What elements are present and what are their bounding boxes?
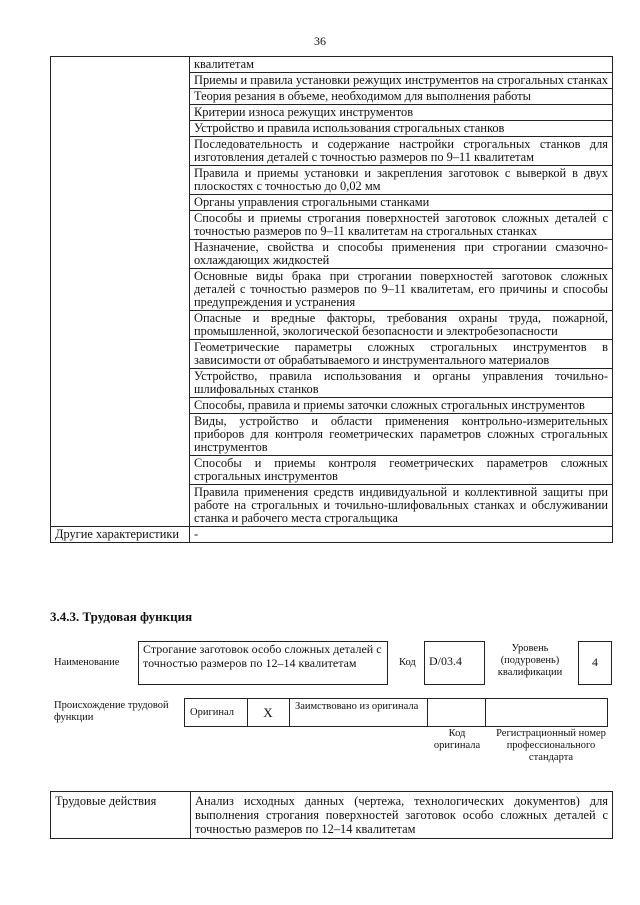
other-characteristics-label: Другие характеристики [51, 527, 190, 543]
knowledge-item: Способы и приемы контроля геометрических параметров сложных строгальных инструментов [190, 456, 613, 485]
code-label: Код [399, 657, 416, 668]
page-number: 36 [314, 34, 326, 48]
knowledge-table [50, 56, 613, 543]
level-value: 4 [578, 641, 612, 685]
original-label: Оригинал [184, 698, 248, 727]
function-name-value: Строгание заготовок особо сложных деталей с точностью размеров по 12–14 квалитетам [138, 641, 388, 685]
knowledge-item: Устройство и правила использования строгальных станков [190, 121, 613, 137]
knowledge-item: Геометрические параметры сложных строгальных инструментов в зависимости от обрабатываемого и инструментального материалов [190, 340, 613, 369]
knowledge-item: Устройство, правила использования и органы управления точильно-шлифовальных станков [190, 369, 613, 398]
labor-actions-table [50, 791, 613, 839]
function-name-label: Наименование [54, 657, 120, 668]
code-caption: Код оригинала [433, 728, 481, 751]
knowledge-item: Правила и приемы установки и закрепления заготовок с выверкой в двух плоскостях с точностью до 0,02 мм [190, 166, 613, 195]
knowledge-item: Органы управления строгальными станками [190, 195, 613, 211]
original-code-cell [427, 698, 486, 727]
labor-actions-label: Трудовые действия [51, 792, 191, 839]
knowledge-item: Виды, устройство и области применения контрольно-измерительных приборов для контроля геометрических параметров сложных строгальных инструментов [190, 414, 613, 456]
section-heading: 3.4.3. Трудовая функция [50, 609, 193, 624]
knowledge-row [51, 57, 613, 73]
other-characteristics-row [51, 527, 613, 543]
knowledge-left-cell [51, 57, 190, 527]
knowledge-item: квалитетам [190, 57, 613, 73]
knowledge-item: Теория резания в объеме, необходимом для выполнения работы [190, 89, 613, 105]
labor-actions-value: Анализ исходных данных (чертежа, технологических документов) для выполнения строгания поверхностей заготовок особо сложных деталей с точностью размеров по 12–14 квалитетам [191, 792, 613, 839]
origin-row [185, 698, 608, 727]
code-value: D/03.4 [424, 641, 485, 685]
knowledge-item: Назначение, свойства и способы применения при строгании смазочно-охлаждающих жидкостей [190, 240, 613, 269]
registration-number-cell [485, 698, 608, 727]
origin-label: Происхождение трудовой функции [54, 700, 169, 723]
knowledge-item: Критерии износа режущих инструментов [190, 105, 613, 121]
knowledge-item: Основные виды брака при строгании поверхностей заготовок сложных деталей с точностью размеров по 9–11 квалитетам, его причины и способы предупреждения и устранения [190, 269, 613, 311]
level-label: Уровень (подуровень) квалификации [497, 643, 563, 678]
knowledge-item: Приемы и правила установки режущих инструментов на строгальных станках [190, 73, 613, 89]
knowledge-item: Способы и приемы строгания поверхностей заготовок сложных деталей с точностью размеров по 9–11 квалитетам на строгальных станках [190, 211, 613, 240]
knowledge-item: Способы, правила и приемы заточки сложных строгальных инструментов [190, 398, 613, 414]
other-characteristics-value: - [190, 527, 613, 543]
knowledge-item: Опасные и вредные факторы, требования охраны труда, пожарной, промышленной, экологической безопасности и электробезопасности [190, 311, 613, 340]
borrowed-label: Заимствовано из оригинала [289, 698, 428, 727]
original-mark: X [247, 698, 290, 727]
knowledge-item: Правила применения средств индивидуальной и коллективной защиты при работе на строгальных и точильно-шлифовальных станках и обслуживании станка и рабочего места строгальщика [190, 485, 613, 527]
knowledge-item: Последовательность и содержание настройки строгальных станков для изготовления деталей с точностью размеров по 9–11 квалитетам [190, 137, 613, 166]
registration-caption: Регистрационный номер профессионального стандарта [496, 728, 606, 763]
